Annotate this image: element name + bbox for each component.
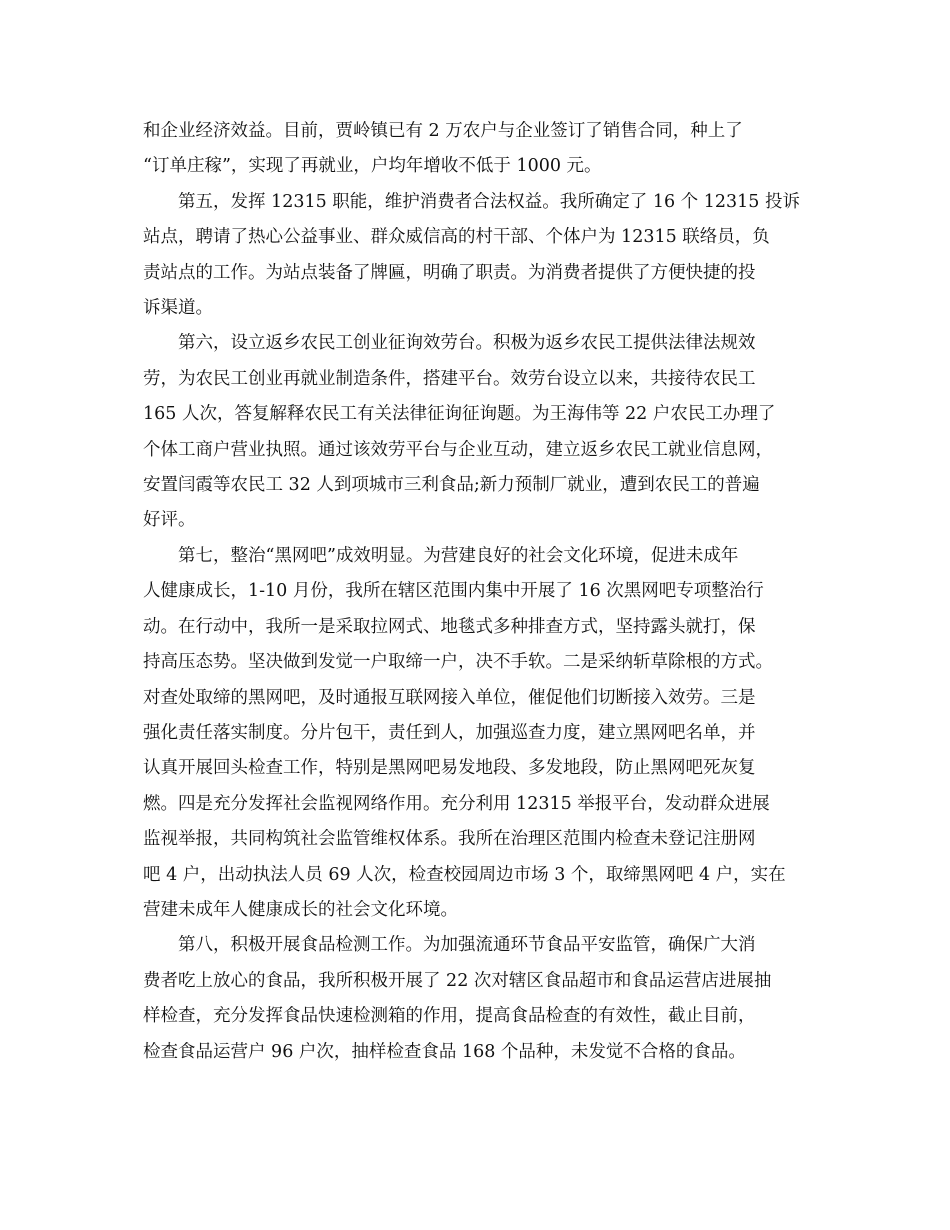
text-line: 营建未成年人健康成长的社会文化环境。 <box>143 899 458 920</box>
document-body <box>143 114 811 1070</box>
text-line: 对查处取缔的黑网吧，及时通报互联网接入单位，催促他们切断接入效劳。三是 <box>143 687 756 708</box>
text-line: 责站点的工作。为站点装备了牌匾，明确了职责。为消费者提供了方便快捷的投 <box>143 262 756 283</box>
paragraph-first-line: 第八，积极开展食品检测工作。为加强流通环节食品平安监管，确保广大消 <box>178 935 756 956</box>
text-line: 认真开展回头检查工作，特别是黑网吧易发地段、多发地段，防止黑网吧死灰复 <box>143 758 756 779</box>
text-line: 劳，为农民工创业再就业制造条件，搭建平台。效劳台设立以来，共接待农民工 <box>143 368 756 389</box>
text-line: 诉渠道。 <box>143 298 213 319</box>
text-line: 燃。四是充分发挥社会监视网络作用。充分利用 12315 举报平台，发动群众进展 <box>143 793 770 814</box>
text-line: “订单庄稼”，实现了再就业，户均年增收不低于 1000 元。 <box>143 156 602 177</box>
text-line: 持高压态势。坚决做到发觉一户取缔一户，决不手软。二是采纳斩草除根的方式。 <box>143 652 773 673</box>
text-line: 检查食品运营户 96 户次，抽样检查食品 168 个品种，未发觉不合格的食品。 <box>143 1041 746 1062</box>
text-line: 监视举报，共同构筑社会监管维权体系。我所在治理区范围内检查未登记注册网 <box>143 829 756 850</box>
text-line: 好评。 <box>143 510 196 531</box>
text-line: 费者吃上放心的食品，我所积极开展了 22 次对辖区食品超市和食品运营店进展抽 <box>143 970 772 991</box>
paragraph-first-line: 第七，整治“黑网吧”成效明显。为营建良好的社会文化环境，促进未成年 <box>178 545 739 566</box>
paragraph-first-line: 第六，设立返乡农民工创业征询效劳台。积极为返乡农民工提供法律法规效 <box>178 333 756 354</box>
text-line: 吧 4 户，出动执法人员 69 人次，检查校园周边市场 3 个，取缔黑网吧 4 户，实在 <box>143 864 786 885</box>
text-line: 安置闫霞等农民工 32 人到项城市三利食品;新力预制厂就业，遭到农民工的普遍 <box>143 475 760 496</box>
text-line: 和企业经济效益。目前，贾岭镇已有 2 万农户与企业签订了销售合同，种上了 <box>143 121 743 141</box>
text-line: 动。在行动中，我所一是采取拉网式、地毯式多种排查方式，坚持露头就打，保 <box>143 616 756 637</box>
text-line: 样检查，充分发挥食品快速检测箱的作用，提高食品检查的有效性，截止目前， <box>143 1006 756 1027</box>
paragraph-first-line: 第五，发挥 12315 职能，维护消费者合法权益。我所确定了 16 个 12315 投诉 <box>178 191 800 212</box>
text-line: 人健康成长，1-10 月份，我所在辖区范围内集中开展了 16 次黑网吧专项整治行 <box>143 581 764 602</box>
text-line: 强化责任落实制度。分片包干，责任到人，加强巡查力度，建立黑网吧名单，并 <box>143 722 756 743</box>
text-line: 个体工商户营业执照。通过该效劳平台与企业互动，建立返乡农民工就业信息网， <box>143 439 773 460</box>
text-line: 站点，聘请了热心公益事业、群众威信高的村干部、个体户为 12315 联络员，负 <box>143 227 770 248</box>
text-line: 165 人次，答复解释农民工有关法律征询征询题。为王海伟等 22 户农民工办理了 <box>143 404 776 425</box>
